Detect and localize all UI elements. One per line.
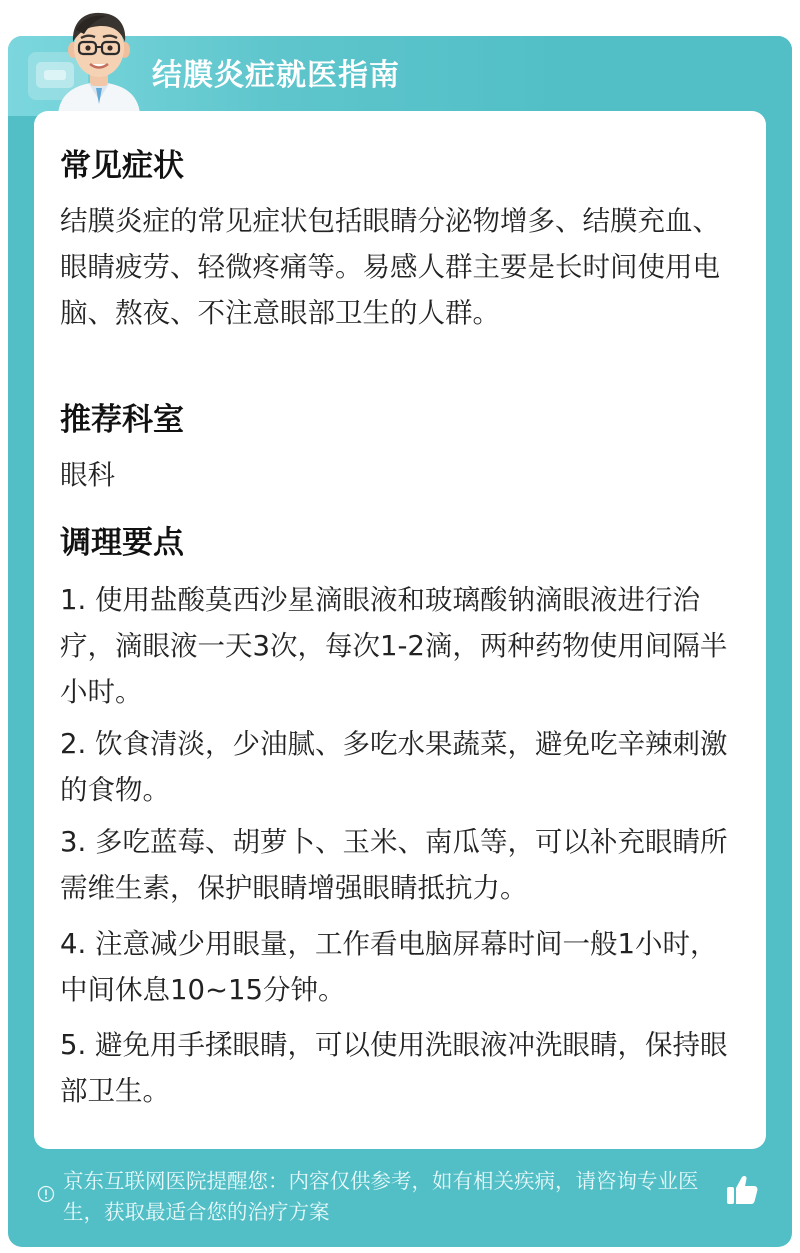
page-title: 结膜炎症就医指南 <box>152 58 400 93</box>
section-body-department: 眼科 <box>60 459 115 491</box>
doctor-avatar-icon <box>44 4 154 114</box>
care-point-item-4: 4. 注意减少用眼量，工作看电脑屏幕时间一般1小时，中间休息10~15分钟。 <box>60 928 718 1006</box>
section-title-symptoms: 常见症状 <box>60 148 184 184</box>
section-title-care-points: 调理要点 <box>60 525 184 561</box>
info-icon <box>37 1185 55 1203</box>
section-body-symptoms: 结膜炎症的常见症状包括眼睛分泌物增多、结膜充血、眼睛疲劳、轻微疼痛等。易感人群主要是长时间使用电脑、熬夜、不注意眼部卫生的人群。 <box>60 205 720 329</box>
section-title-department: 推荐科室 <box>60 402 184 438</box>
thumbs-up-icon[interactable] <box>724 1172 760 1208</box>
care-point-item-5: 5. 避免用手揉眼睛，可以使用洗眼液冲洗眼睛，保持眼部卫生。 <box>60 1029 728 1107</box>
care-point-item-1: 1. 使用盐酸莫西沙星滴眼液和玻璃酸钠滴眼液进行治疗，滴眼液一天3次，每次1-2滴，两种药物使用间隔半小时。 <box>60 584 728 708</box>
care-point-item-2: 2. 饮食清淡，少油腻、多吃水果蔬菜，避免吃辛辣刺激的食物。 <box>60 728 728 806</box>
care-point-item-3: 3. 多吃蓝莓、胡萝卜、玉米、南瓜等，可以补充眼睛所需维生素，保护眼睛增强眼睛抵抗力。 <box>60 826 728 904</box>
footer-disclaimer: 京东互联网医院提醒您：内容仅供参考，如有相关疾病，请咨询专业医生，获取最适合您的治疗方案 <box>63 1169 699 1224</box>
